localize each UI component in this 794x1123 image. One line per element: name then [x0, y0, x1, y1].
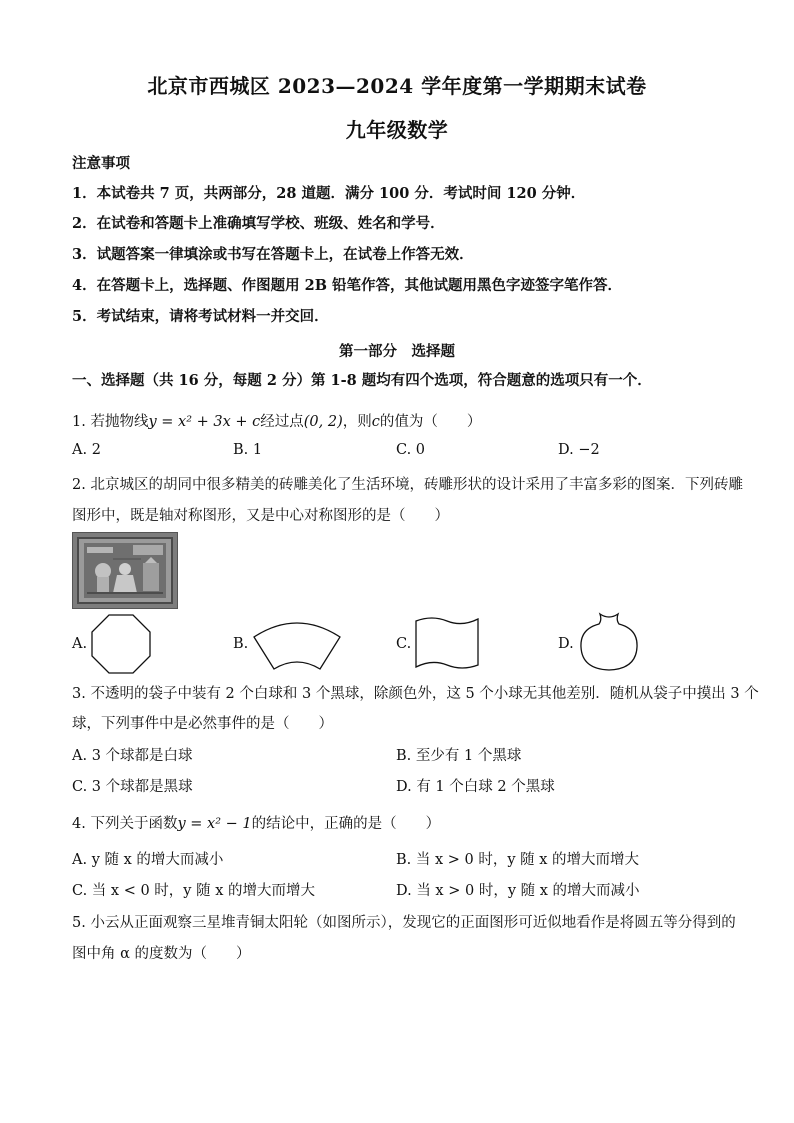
q1-option-d: D. −2 [558, 442, 600, 458]
question-3-line-1: 3. 不透明的袋子中装有 2 个白球和 3 个黑球，除颜色外，这 5 个小球无其他差别．随机从袋子中摸出 3 个 [72, 686, 759, 702]
q3-option-d: D. 有 1 个白球 2 个黑球 [396, 779, 555, 795]
question-4 [72, 812, 440, 833]
fan-sector-figure [252, 615, 342, 671]
q1-option-c: C. 0 [396, 442, 426, 458]
q2-option-b: B. [233, 636, 249, 652]
note-item-4: 4．在答题卡上，选择题、作图题用 2B 铅笔作答，其他试题用黑色字迹签字笔作答． [72, 277, 623, 294]
q4-option-c: C. 当 x < 0 时，y 随 x 的增大而增大 [72, 883, 315, 899]
q4-text-a: 4. 下列关于函数 [72, 816, 178, 832]
q1-formula: y = x² + 3x + c [148, 414, 261, 430]
q2-option-c: C. [396, 636, 412, 652]
note-item-5: 5．考试结束，请将考试材料一并交回． [72, 308, 329, 325]
exam-subtitle: 九年级数学 [345, 118, 449, 142]
question-3-line-2: 球，下列事件中是必然事件的是（ ） [72, 716, 333, 732]
question-1 [72, 410, 481, 431]
note-item-3: 3．试题答案一律填涂或书写在答题卡上，在试卷上作答无效． [72, 246, 474, 263]
notes-heading: 注意事项 [72, 155, 130, 172]
wavy-flag-figure [414, 615, 480, 671]
q4-option-d: D. 当 x > 0 时，y 随 x 的增大而减小 [396, 883, 640, 899]
section-instructions: 一、选择题（共 16 分，每题 2 分）第 1-8 题均有四个选项，符合题意的选项只有一个． [72, 372, 652, 389]
q4-option-b: B. 当 x > 0 时，y 随 x 的增大而增大 [396, 852, 640, 868]
q3-option-a: A. 3 个球都是白球 [72, 748, 193, 764]
question-5-line-1: 5. 小云从正面观察三星堆青铜太阳轮（如图所示），发现它的正面图形可近似地看作是将圆五等分得到的 [72, 915, 736, 931]
q1-option-b: B. 1 [233, 442, 263, 458]
q1-point: (0, 2) [303, 414, 343, 430]
brick-carving-image [72, 532, 178, 609]
octagon-figure [90, 613, 152, 675]
q1-var: c [371, 414, 380, 430]
q1-text-b: 经过点 [260, 414, 304, 430]
part1-heading: 第一部分 选择题 [339, 343, 455, 360]
q4-formula: y = x² − 1 [177, 816, 252, 832]
q3-option-b: B. 至少有 1 个黑球 [396, 748, 522, 764]
note-item-1: 1．本试卷共 7 页，共两部分，28 道题．满分 100 分．考试时间 120 分钟． [72, 185, 586, 202]
vase-figure [578, 611, 640, 673]
note-item-2: 2．在试卷和答题卡上准确填写学校、班级、姓名和学号． [72, 215, 445, 232]
q2-option-a: A. [72, 636, 88, 652]
q1-text-c: ，则 [342, 414, 372, 430]
question-5-line-2: 图中角 α 的度数为（ ） [72, 946, 251, 962]
question-2-line-2: 图形中，既是轴对称图形，又是中心对称图形的是（ ） [72, 508, 449, 524]
q1-text-a: 1. 若抛物线 [72, 414, 149, 430]
q1-text-d: 的值为（ ） [379, 414, 482, 430]
exam-title: 北京市西城区 2023—2024 学年度第一学期期末试卷 [147, 74, 647, 98]
question-2-line-1: 2. 北京城区的胡同中很多精美的砖雕美化了生活环境，砖雕形状的设计采用了丰富多彩的图案．下列砖雕 [72, 477, 743, 493]
q3-option-c: C. 3 个球都是黑球 [72, 779, 193, 795]
q4-option-a: A. y 随 x 的增大而减小 [72, 852, 224, 868]
q4-text-b: 的结论中，正确的是（ ） [251, 816, 441, 832]
q1-option-a: A. 2 [72, 442, 101, 458]
q2-option-d: D. [558, 636, 574, 652]
